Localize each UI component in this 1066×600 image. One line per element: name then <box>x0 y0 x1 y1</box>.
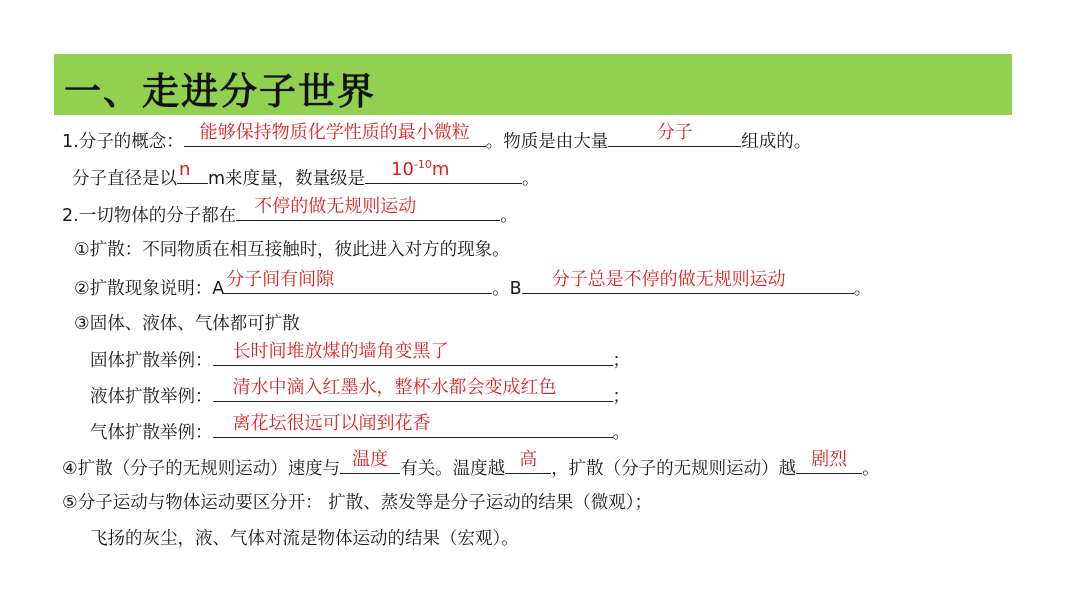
answer-blank <box>213 413 613 438</box>
diffusion-definition: ①扩散：不同物质在相互接触时，彼此进入对方的现象。 <box>74 240 510 260</box>
text: 。 <box>522 169 540 189</box>
answer-text: 不停的做无规则运动 <box>254 196 417 217</box>
answer-text: 高 <box>519 449 538 470</box>
answer-blank <box>522 269 854 294</box>
text: 1.分子的概念： <box>62 132 184 152</box>
answer-text: 长时间堆放煤的墙角变黑了 <box>232 341 449 362</box>
text: 液体扩散举例： <box>90 387 213 407</box>
solid-example <box>90 341 630 373</box>
answer-text: 离花坛很远可以闻到花香 <box>232 413 431 434</box>
answer-text: 清水中滴入红墨水，整杯水都会变成红色 <box>232 377 557 398</box>
text: 。 <box>862 459 880 479</box>
answer-blank <box>184 122 486 147</box>
text: 气体扩散举例： <box>90 423 213 443</box>
text: m来度量，数量级是 <box>208 169 366 189</box>
answer-text: 分子总是不停的做无规则运动 <box>551 269 786 290</box>
answer-blank <box>340 449 400 474</box>
answer-text: 温度 <box>352 449 389 470</box>
answer-blank <box>505 449 551 474</box>
liquid-example <box>90 377 630 409</box>
text: 。 <box>612 423 630 443</box>
answer-blank <box>365 158 522 184</box>
states-heading: ③固体、液体、气体都可扩散 <box>74 314 300 334</box>
distinction-line: ⑤分子运动与物体运动要区分开： 扩散、蒸发等是分子运动的结果（微观）； <box>62 493 652 513</box>
text: ； <box>612 351 630 371</box>
gas-example <box>90 413 630 445</box>
text: 固体扩散举例： <box>90 351 213 371</box>
text: 。 <box>500 206 518 226</box>
answer-text: 能够保持物质化学性质的最小微粒 <box>199 122 470 143</box>
text: ，扩散（分子的无规则运动）越 <box>551 459 797 479</box>
page-title: 一、走进分子世界 <box>64 70 376 113</box>
answer-blank <box>796 449 862 474</box>
text: ②扩散现象说明：A <box>74 279 225 299</box>
answer-blank <box>177 159 208 184</box>
answer-text: 分子 <box>656 122 693 143</box>
answer-text: $10^{-10}m$ <box>391 158 450 180</box>
answer-text: 剧烈 <box>811 449 848 470</box>
macro-line: 飞扬的灰尘，液、气体对流是物体运动的结果（宏观）。 <box>90 529 519 549</box>
answer-blank <box>608 122 741 147</box>
answer-text: 分子间有间隙 <box>226 269 335 290</box>
motion-line <box>62 196 518 228</box>
text: 。B <box>492 279 522 299</box>
concept-line <box>62 122 812 154</box>
text: 组成的。 <box>741 132 812 152</box>
answer-blank <box>236 196 500 221</box>
title-banner <box>54 54 1012 115</box>
text: 。物质是由大量 <box>485 132 609 152</box>
answer-text: n <box>179 159 191 180</box>
answer-blank <box>224 269 492 294</box>
diameter-line <box>72 158 540 191</box>
text: ； <box>612 387 630 407</box>
temperature-line <box>62 449 880 481</box>
text: 2.一切物体的分子都在 <box>62 206 237 226</box>
answer-blank <box>213 341 613 366</box>
text: 有关。温度越 <box>400 459 506 479</box>
diffusion-explanation <box>74 269 872 301</box>
text: 分子直径是以 <box>72 169 177 189</box>
text: ④扩散（分子的无规则运动）速度与 <box>62 459 341 479</box>
text: 。 <box>853 279 872 299</box>
answer-blank <box>213 377 613 402</box>
